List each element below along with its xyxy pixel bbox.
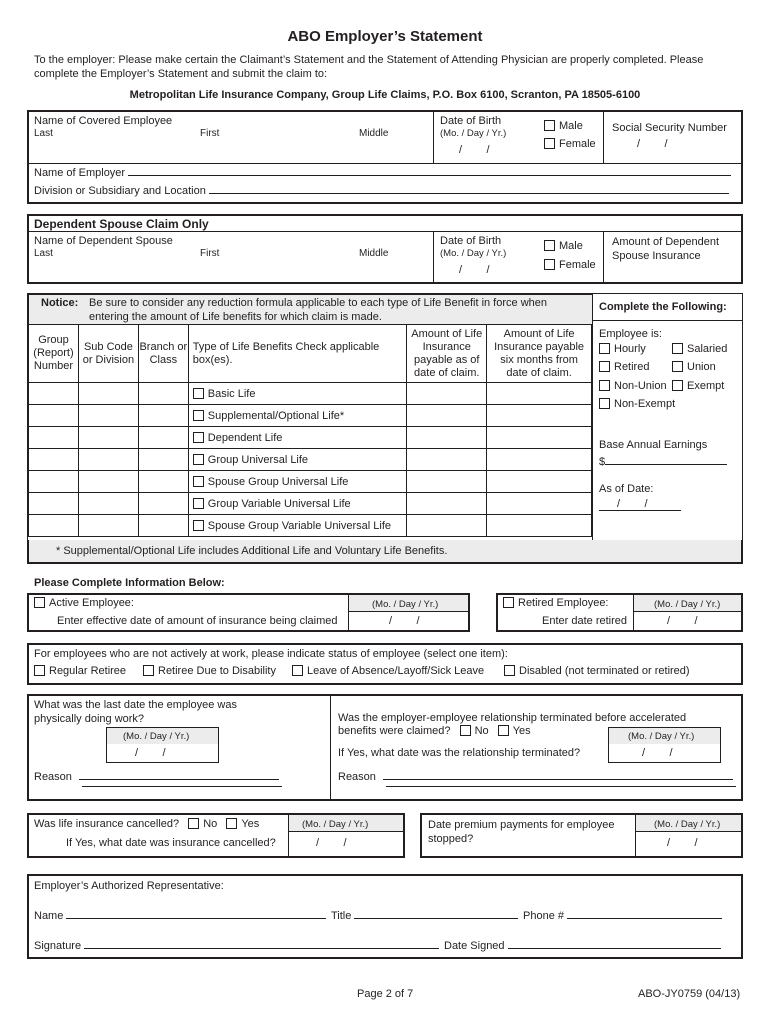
group-cell[interactable] (29, 449, 79, 471)
spouse-dob-field[interactable]: / / (459, 264, 490, 276)
type-cell[interactable] (188, 383, 407, 405)
rep-signature-field[interactable] (84, 948, 439, 949)
amount-claim-cell[interactable] (407, 427, 487, 449)
last-label: Last (34, 128, 53, 139)
benefit-type-checkbox[interactable] (193, 410, 204, 421)
spouse-name-label: Name of Dependent Spouse (34, 235, 173, 247)
amount-claim-cell[interactable] (407, 515, 487, 537)
terminated-options: benefits were claimed? No Yes (338, 725, 531, 737)
notice-line-1: Be sure to consider any reduction formula applicable to each type of Life Benefit in force when (89, 297, 547, 309)
cancelled-no-checkbox[interactable] (188, 818, 199, 829)
retired-employee-checkbox[interactable] (503, 597, 514, 608)
life-benefit-row (29, 515, 592, 537)
rep-title-row[interactable]: Title (331, 910, 518, 922)
spouse-heading: Dependent Spouse Claim Only (34, 217, 209, 231)
type-cell[interactable] (188, 427, 407, 449)
exempt-option[interactable]: Exempt (672, 380, 724, 392)
group-cell[interactable] (29, 383, 79, 405)
female-option[interactable]: Female (544, 138, 596, 150)
regular-retiree-checkbox[interactable] (34, 665, 45, 676)
active-employee-option[interactable]: Active Employee: (34, 597, 134, 609)
notice-label: Notice: (41, 297, 79, 309)
life-benefit-row (29, 427, 592, 449)
spouse-dob-label: Date of Birth (440, 235, 502, 247)
life-benefit-row (29, 383, 592, 405)
spouse-female-option[interactable]: Female (544, 259, 596, 271)
retired-date-field[interactable]: / / (667, 615, 698, 627)
terminated-question: Was the employer-employee relationship terminated before accelerated (338, 712, 687, 724)
branch-cell[interactable] (138, 493, 188, 515)
benefit-type-checkbox[interactable] (193, 498, 204, 509)
group-cell[interactable] (29, 493, 79, 515)
life-benefit-row (29, 405, 592, 427)
life-benefit-row (29, 471, 592, 493)
col-type-header: Type of Life Benefits Check applicable box(es). (188, 325, 407, 383)
benefit-type-label: Dependent Life (207, 431, 283, 444)
salaried-option[interactable]: Salaried (672, 343, 727, 355)
amount-six-cell[interactable] (487, 383, 592, 405)
hourly-option[interactable]: Hourly (599, 343, 646, 355)
notice-line-2: entering the amount of Life benefits for which claim is made. (89, 311, 382, 323)
branch-cell[interactable] (138, 449, 188, 471)
non-exempt-checkbox[interactable] (599, 398, 610, 409)
premium-date-format: (Mo. / Day / Yr.) (654, 819, 721, 830)
terminated-no-checkbox[interactable] (460, 725, 471, 736)
mailing-address: Metropolitan Life Insurance Company, Group Life Claims, P.O. Box 6100, Scranton, PA 18505-6100 (129, 89, 641, 101)
group-cell[interactable] (29, 515, 79, 537)
division-field[interactable] (209, 193, 729, 194)
rep-phone-field[interactable] (567, 918, 722, 919)
col-sub-header: Sub Code or Division (78, 325, 138, 383)
info-heading: Please Complete Information Below: (34, 577, 225, 589)
employee-name-label: Name of Covered Employee (34, 115, 173, 127)
col-amount-six-header: Amount of Life Insurance payable six months from date of claim. (487, 325, 592, 383)
amount-claim-cell[interactable] (407, 405, 487, 427)
salaried-checkbox[interactable] (672, 343, 683, 354)
spouse-male-checkbox[interactable] (544, 240, 555, 251)
sub-cell[interactable] (78, 471, 138, 493)
cancelled-yes-checkbox[interactable] (226, 818, 237, 829)
spouse-female-checkbox[interactable] (544, 259, 555, 270)
exempt-checkbox[interactable] (672, 380, 683, 391)
benefit-type-checkbox[interactable] (193, 388, 204, 399)
union-option[interactable]: Union (672, 361, 716, 373)
rep-signature-row[interactable]: Signature (34, 940, 439, 952)
premium-question: Date premium payments for employee stopped? (428, 819, 615, 845)
dob-label: Date of Birth (440, 115, 502, 127)
disabled-checkbox[interactable] (504, 665, 515, 676)
non-union-option[interactable]: Non-Union (599, 380, 667, 392)
premium-date-field[interactable]: / / (667, 837, 698, 849)
last-work-date-field[interactable]: / / (135, 747, 166, 759)
sub-cell[interactable] (78, 515, 138, 537)
reason2-row[interactable]: Reason (338, 771, 733, 783)
retired-option[interactable]: Retired (599, 361, 649, 373)
form-id: ABO-JY0759 (04/13) (638, 988, 741, 1000)
benefit-type-checkbox[interactable] (193, 454, 204, 465)
middle-label: Middle (359, 128, 389, 139)
first-label: First (200, 128, 220, 139)
sub-cell[interactable] (78, 383, 138, 405)
group-cell[interactable] (29, 427, 79, 449)
division-row[interactable]: Division or Subsidiary and Location (34, 185, 729, 197)
terminated-yes-checkbox[interactable] (498, 725, 509, 736)
terminated-date-question: If Yes, what date was the relationship terminated? (338, 747, 581, 759)
spouse-last-label: Last (34, 248, 53, 259)
cancelled-question: Was life insurance cancelled? No Yes (34, 818, 260, 830)
side-heading: Complete the Following: (599, 301, 727, 313)
amount-six-cell[interactable] (487, 515, 592, 537)
status-leave[interactable]: Leave of Absence/Layoff/Sick Leave (292, 665, 484, 677)
dob-field[interactable]: / / (459, 144, 490, 156)
type-cell[interactable] (188, 471, 407, 493)
amount-claim-cell[interactable] (407, 383, 487, 405)
reason-field[interactable] (79, 779, 279, 780)
col-amount-claim-header: Amount of Life Insurance payable as of date of claim. (407, 325, 487, 383)
leave-checkbox[interactable] (292, 665, 303, 676)
amount-claim-cell[interactable] (407, 493, 487, 515)
cancelled-date-format: (Mo. / Day / Yr.) (302, 819, 369, 830)
type-cell[interactable] (188, 405, 407, 427)
reason-field-2[interactable] (82, 786, 282, 787)
page-title: ABO Employer’s Statement (287, 28, 483, 45)
amount-six-cell[interactable] (487, 493, 592, 515)
amount-claim-cell[interactable] (407, 449, 487, 471)
rep-name-field[interactable] (66, 918, 326, 919)
group-cell[interactable] (29, 405, 79, 427)
base-earnings-row[interactable]: $ (599, 456, 727, 468)
branch-cell[interactable] (138, 405, 188, 427)
retired-enter-label: Enter date retired (542, 615, 627, 627)
amount-six-cell[interactable] (487, 427, 592, 449)
non-exempt-option[interactable]: Non-Exempt (599, 398, 675, 410)
retired-date-format: (Mo. / Day / Yr.) (654, 599, 721, 610)
amount-claim-cell[interactable] (407, 471, 487, 493)
intro-text: To the employer: Please make certain the Claimant’s Statement and the Statement of Attending Physician are properly completed. Please complete the Employer’s Statement and submit the claim to: (34, 54, 704, 80)
active-date-field[interactable]: / / (389, 615, 420, 627)
status-question: For employees who are not actively at work, please indicate status of employee (select one item): (34, 648, 508, 660)
benefit-type-label: Supplemental/Optional Life* (207, 409, 345, 422)
life-benefit-row (29, 493, 592, 515)
male-checkbox[interactable] (544, 120, 555, 131)
sub-cell[interactable] (78, 405, 138, 427)
as-of-label: As of Date: (599, 483, 654, 495)
male-option[interactable]: Male (544, 120, 583, 132)
benefit-type-label: Group Universal Life (207, 453, 309, 466)
retiree-disability-checkbox[interactable] (143, 665, 154, 676)
as-of-field[interactable]: / / (599, 498, 681, 511)
base-earnings-label: Base Annual Earnings (599, 439, 708, 451)
ssn-field[interactable]: / / (637, 138, 668, 150)
hourly-checkbox[interactable] (599, 343, 610, 354)
active-employee-checkbox[interactable] (34, 597, 45, 608)
type-cell[interactable] (188, 493, 407, 515)
branch-cell[interactable] (138, 427, 188, 449)
spouse-first-label: First (200, 248, 220, 259)
sub-cell[interactable] (78, 449, 138, 471)
benefit-type-label: Basic Life (207, 387, 256, 400)
retired-employee-option[interactable]: Retired Employee: (503, 597, 609, 609)
amount-six-cell[interactable] (487, 449, 592, 471)
benefit-type-checkbox[interactable] (193, 520, 204, 531)
rep-date-field[interactable] (508, 948, 721, 949)
base-earnings-field[interactable] (605, 464, 727, 465)
group-cell[interactable] (29, 471, 79, 493)
terminated-date-format: (Mo. / Day / Yr.) (628, 731, 695, 742)
employee-is-label: Employee is: (599, 328, 662, 340)
non-union-checkbox[interactable] (599, 380, 610, 391)
benefit-type-checkbox[interactable] (193, 476, 204, 487)
rep-heading: Employer’s Authorized Representative: (34, 880, 224, 892)
active-enter-label: Enter effective date of amount of insurance being claimed (57, 615, 338, 627)
type-cell[interactable] (188, 449, 407, 471)
footnote: * Supplemental/Optional Life includes Additional Life and Voluntary Life Benefits. (56, 545, 448, 557)
cancelled-date-field[interactable]: / / (316, 837, 347, 849)
benefit-type-label: Group Variable Universal Life (207, 497, 351, 510)
ssn-label: Social Security Number (612, 122, 727, 134)
employer-name-row[interactable]: Name of Employer (34, 167, 731, 179)
rep-name-row[interactable]: Name (34, 910, 326, 922)
life-benefits-table (28, 324, 592, 537)
amount-six-cell[interactable] (487, 471, 592, 493)
col-group-header: Group (Report) Number (29, 325, 79, 383)
branch-cell[interactable] (138, 383, 188, 405)
sub-cell[interactable] (78, 427, 138, 449)
life-benefit-row (29, 449, 592, 471)
spouse-amount-label: Amount of Dependent Spouse Insurance (612, 236, 720, 262)
status-regular-retiree[interactable]: Regular Retiree (34, 665, 126, 677)
terminated-date-field[interactable]: / / (642, 747, 673, 759)
retired-checkbox[interactable] (599, 361, 610, 372)
status-disabled[interactable]: Disabled (not terminated or retired) (504, 665, 690, 677)
reason2-field-2[interactable] (386, 786, 736, 787)
page-number: Page 2 of 7 (357, 988, 414, 1000)
active-date-format: (Mo. / Day / Yr.) (372, 599, 439, 610)
benefit-type-label: Spouse Group Variable Universal Life (207, 519, 392, 532)
status-retiree-disability[interactable]: Retiree Due to Disability (143, 665, 276, 677)
dob-format: (Mo. / Day / Yr.) (440, 128, 507, 139)
benefit-type-checkbox[interactable] (193, 432, 204, 443)
reason2-field[interactable] (383, 779, 733, 780)
branch-cell[interactable] (138, 515, 188, 537)
employer-name-field[interactable] (128, 175, 731, 176)
rep-phone-row[interactable]: Phone # (523, 910, 722, 922)
rep-date-row[interactable]: Date Signed (444, 940, 721, 952)
branch-cell[interactable] (138, 471, 188, 493)
female-checkbox[interactable] (544, 138, 555, 149)
last-work-question: What was the last date the employee was physically doing work? (34, 699, 237, 725)
amount-six-cell[interactable] (487, 405, 592, 427)
reason-row[interactable]: Reason (34, 771, 279, 783)
rep-title-field[interactable] (354, 918, 518, 919)
benefit-type-label: Spouse Group Universal Life (207, 475, 349, 488)
union-checkbox[interactable] (672, 361, 683, 372)
col-branch-header: Branch or Class (138, 325, 188, 383)
spouse-dob-format: (Mo. / Day / Yr.) (440, 248, 507, 259)
type-cell[interactable] (188, 515, 407, 537)
cancelled-date-question: If Yes, what date was insurance cancelled? (66, 837, 276, 849)
sub-cell[interactable] (78, 493, 138, 515)
spouse-male-option[interactable]: Male (544, 240, 583, 252)
spouse-middle-label: Middle (359, 248, 389, 259)
last-work-date-format: (Mo. / Day / Yr.) (123, 731, 190, 742)
